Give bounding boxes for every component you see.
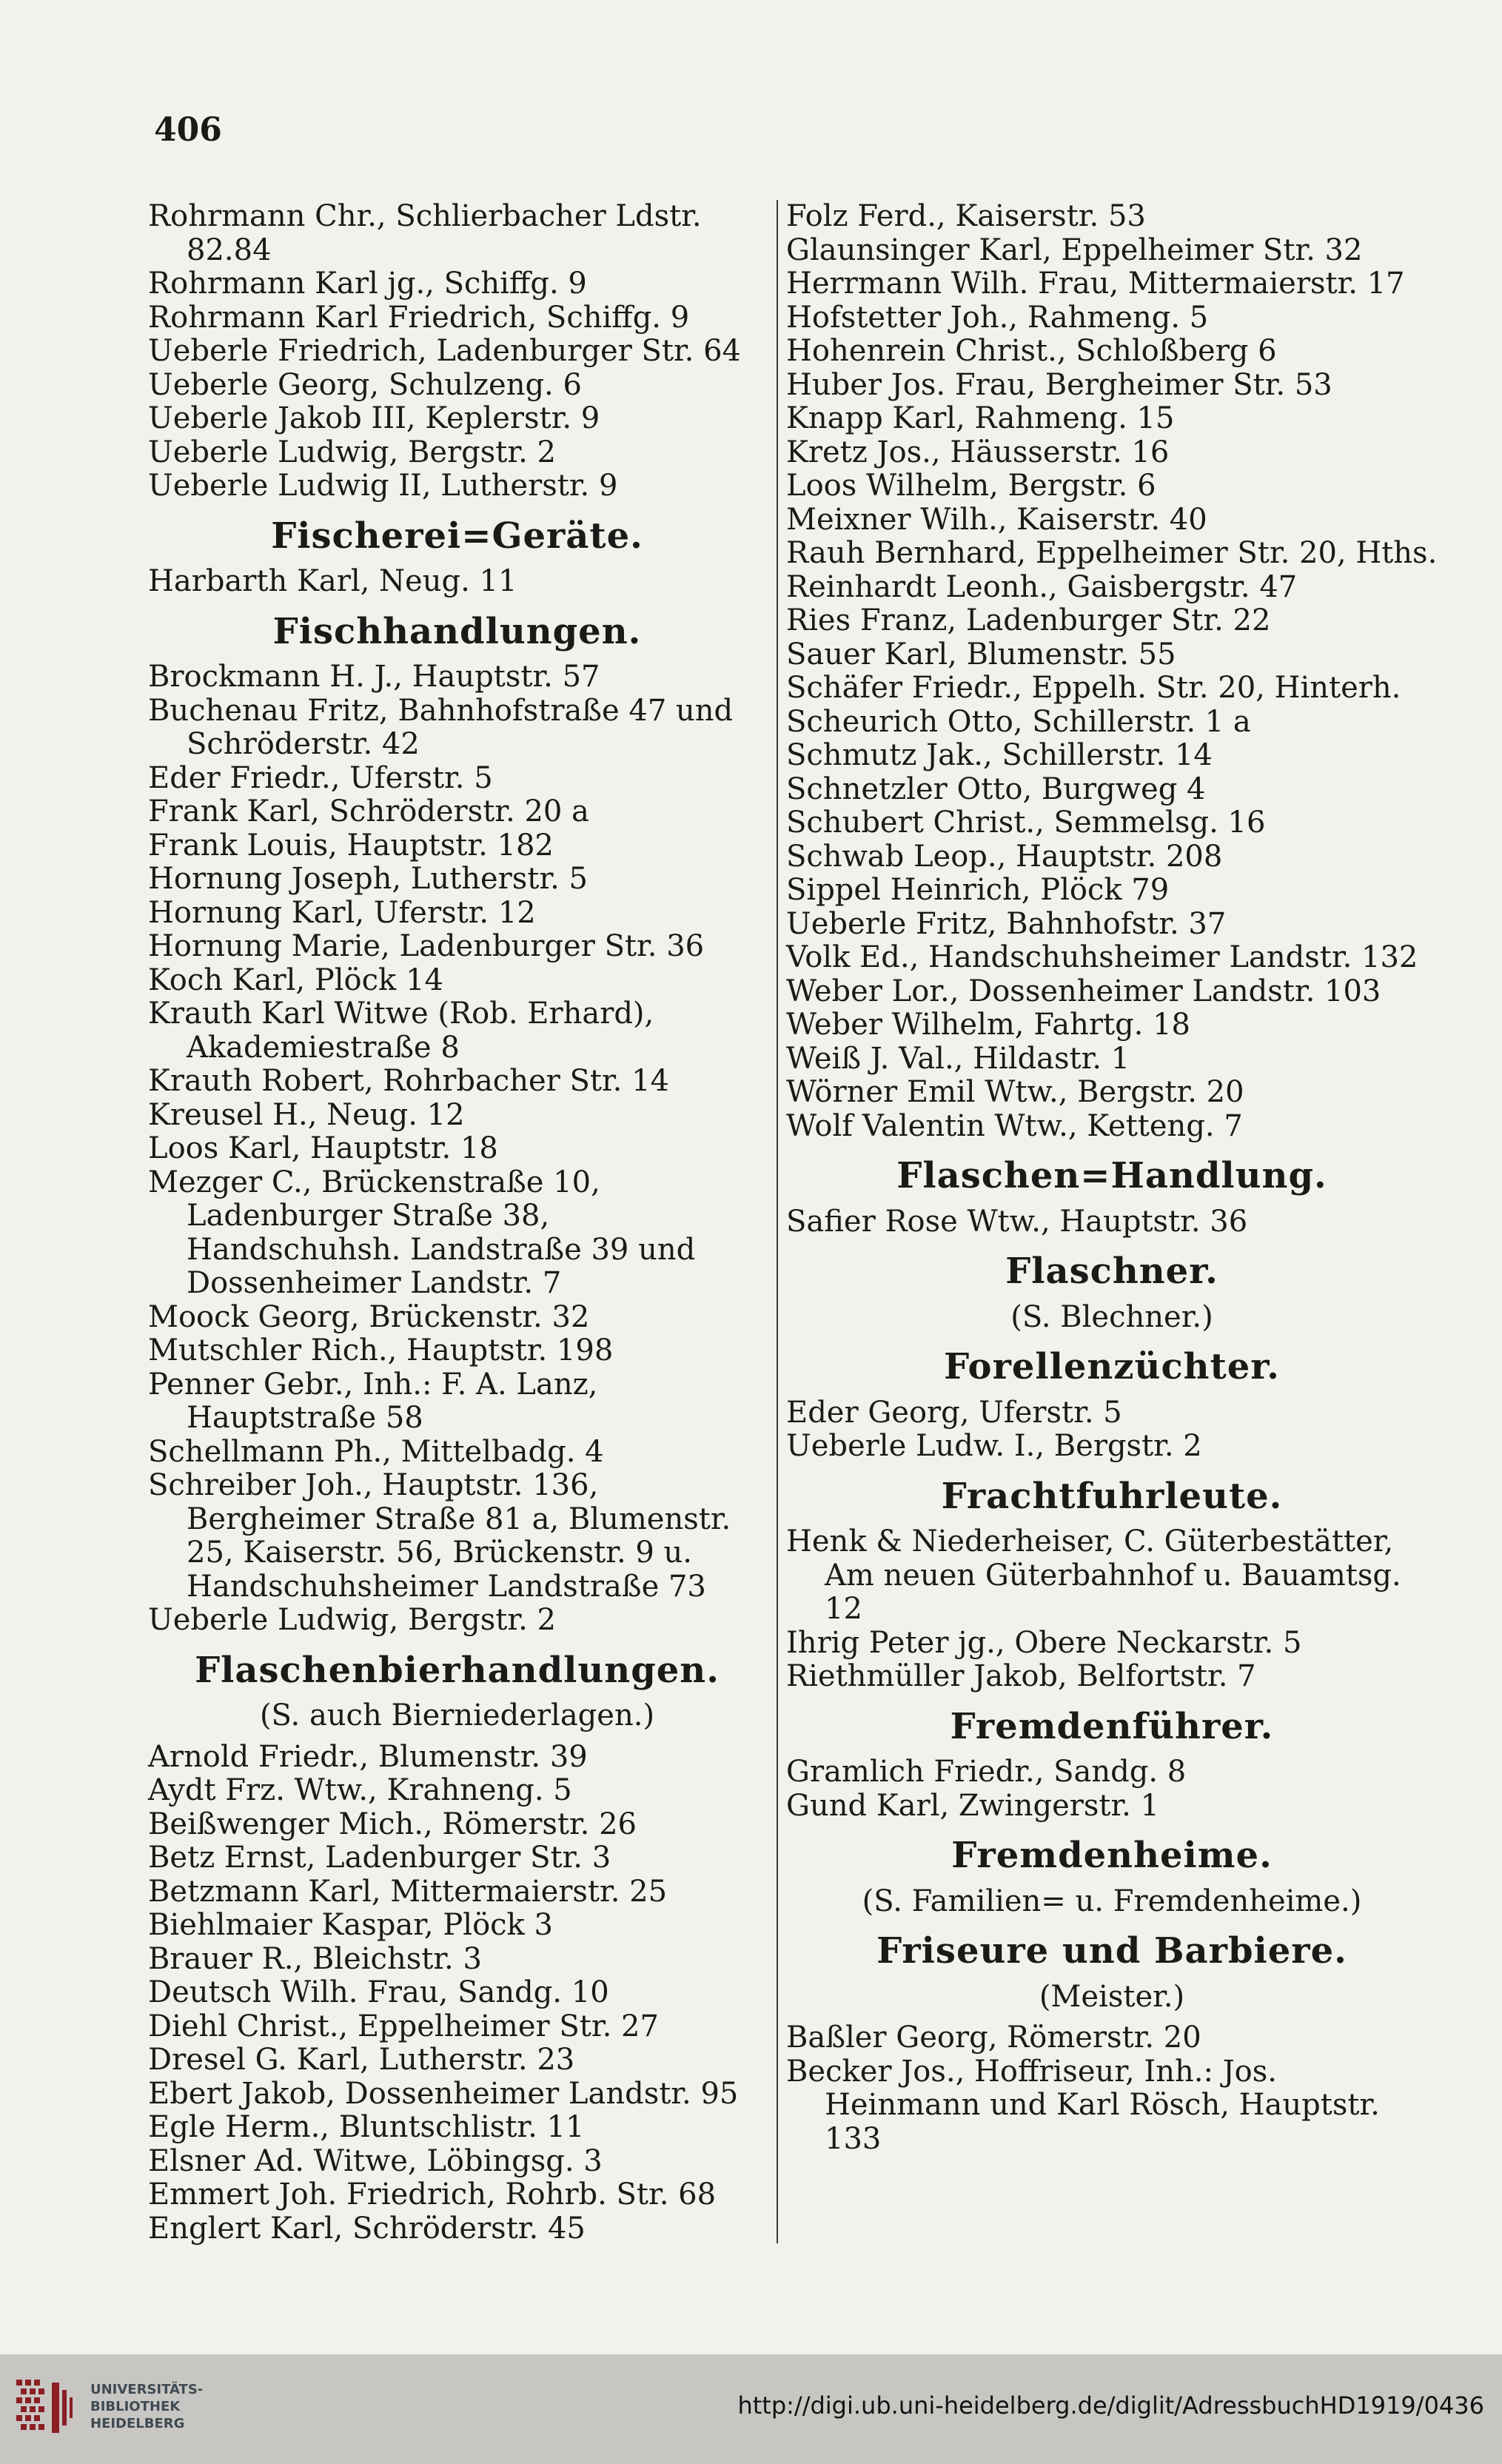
section-heading: Frachtfuhrleute. [941,1475,1283,1517]
directory-entry: Rohrmann Chr., Schlierbacher Ldstr. 82.84 [148,199,702,267]
source-url-link[interactable]: http://digi.ub.uni-heidelberg.de/diglit/AdressbuchHD1919/0436 [737,2391,1484,2420]
directory-entry: Dresel G. Karl, Lutherstr. 23 [148,2043,575,2077]
directory-entry: Biehlmaier Kaspar, Plöck 3 [148,1908,553,1942]
column-divider [777,200,778,2243]
directory-entry: Meixner Wilh., Kaiserstr. 40 [786,502,1207,537]
directory-entry: Baßler Georg, Römerstr. 20 [786,2021,1201,2055]
section-heading: Flaschen=Handlung. [896,1155,1327,1196]
directory-entry: Schwab Leop., Hauptstr. 208 [786,839,1223,874]
left-column [148,200,766,2246]
directory-entry: Wolf Valentin Wtw., Ketteng. 7 [786,1108,1243,1143]
directory-entry: Gramlich Friedr., Sandg. 8 [786,1755,1187,1789]
directory-entry: Loos Wilhelm, Bergstr. 6 [786,469,1156,503]
directory-entry: Krauth Robert, Rohrbacher Str. 14 [148,1064,670,1098]
directory-entry: Weber Lor., Dossenheimer Landstr. 103 [786,974,1381,1008]
viewer-footer [0,2354,1502,2464]
directory-entry: Schnetzler Otto, Burgweg 4 [786,771,1206,806]
library-name [90,2381,203,2432]
directory-entry: Egle Herm., Bluntschlistr. 11 [148,2110,585,2144]
section-heading: Flaschner. [1005,1251,1218,1292]
directory-entry: Ueberle Ludwig II, Lutherstr. 9 [148,469,618,503]
directory-entry: Volk Ed., Handschuhsheimer Landstr. 132 [786,940,1418,974]
directory-entry: Eder Georg, Uferstr. 5 [786,1395,1122,1430]
directory-entry: Rohrmann Karl jg., Schiffg. 9 [148,267,587,301]
directory-entry: Safier Rose Wtw., Hauptstr. 36 [786,1204,1248,1239]
directory-entry: Wörner Emil Wtw., Bergstr. 20 [786,1075,1244,1109]
directory-entry: Scheurich Otto, Schillerstr. 1 a [786,704,1251,739]
directory-entry: Beißwenger Mich., Römerstr. 26 [148,1807,637,1841]
directory-entry: Huber Jos. Frau, Bergheimer Str. 53 [786,367,1332,402]
directory-entry: Mezger C., Brückenstraße 10, Ladenburger Straße 38, Handschuhsh. Landstraße 39 und Dossenheimer Landstr. 7 [148,1165,696,1300]
section-heading: Forellenzüchter. [944,1346,1280,1387]
directory-entry: Herrmann Wilh. Frau, Mittermaierstr. 17 [786,267,1405,301]
directory-entry: Krauth Karl Witwe (Rob. Erhard), Akademiestraße 8 [148,997,654,1065]
directory-entry: Weiß J. Val., Hildastr. 1 [786,1041,1130,1076]
cross-reference-note: (Meister.) [1039,1979,1185,2014]
directory-entry: Hornung Karl, Uferstr. 12 [148,895,536,930]
section-heading: Flaschenbierhandlungen. [195,1649,720,1691]
directory-entry: Kretz Jos., Häusserstr. 16 [786,435,1170,469]
directory-entry: Folz Ferd., Kaiserstr. 53 [786,199,1146,233]
directory-entry: Schellmann Ph., Mittelbadg. 4 [148,1434,604,1469]
section-heading: Fischhandlungen. [272,610,642,652]
section-heading: Fischerei=Geräte. [271,515,643,557]
directory-entry: Frank Karl, Schröderstr. 20 a [148,794,589,828]
directory-entry: Emmert Joh. Friedrich, Rohrb. Str. 68 [148,2177,717,2212]
library-logo-icon [13,2375,78,2440]
section-heading: Friseure und Barbiere. [876,1930,1347,1972]
directory-entry: Sauer Karl, Blumenstr. 55 [786,637,1176,672]
directory-entry: Moock Georg, Brückenstr. 32 [148,1299,590,1334]
right-column [786,200,1438,2156]
directory-entry: Reinhardt Leonh., Gaisbergstr. 47 [786,569,1298,604]
library-name-line: HEIDELBERG [90,2416,185,2431]
directory-entry: Harbarth Karl, Neug. 11 [148,564,517,598]
page-number: 406 [154,111,222,149]
directory-entry: Deutsch Wilh. Frau, Sandg. 10 [148,1975,609,2009]
directory-entry: Glaunsinger Karl, Eppelheimer Str. 32 [786,232,1363,267]
directory-entry: Ebert Jakob, Dossenheimer Landstr. 95 [148,2076,739,2111]
directory-entry: Arnold Friedr., Blumenstr. 39 [148,1739,588,1774]
directory-entry: Hornung Marie, Ladenburger Str. 36 [148,929,705,963]
directory-entry: Brockmann H. J., Hauptstr. 57 [148,660,600,694]
section-heading: Fremdenführer. [950,1705,1274,1747]
cross-reference-note: (S. Blechner.) [1010,1299,1213,1334]
directory-entry: Schmutz Jak., Schillerstr. 14 [786,738,1213,772]
directory-entry: Ueberle Ludwig, Bergstr. 2 [148,1603,556,1637]
directory-entry: Weber Wilhelm, Fahrtg. 18 [786,1008,1190,1042]
directory-entry: Englert Karl, Schröderstr. 45 [148,2211,586,2246]
directory-entry: Ueberle Georg, Schulzeng. 6 [148,367,582,402]
directory-entry: Eder Friedr., Uferstr. 5 [148,760,493,795]
directory-entry: Riethmüller Jakob, Belfortstr. 7 [786,1659,1256,1693]
directory-entry: Hohenrein Christ., Schloßberg 6 [786,334,1277,368]
directory-entry: Betz Ernst, Ladenburger Str. 3 [148,1841,611,1875]
directory-entry: Knapp Karl, Rahmeng. 15 [786,401,1175,435]
directory-entry: Gund Karl, Zwingerstr. 1 [786,1788,1160,1823]
directory-entry: Hofstetter Joh., Rahmeng. 5 [786,300,1209,335]
directory-entry: Kreusel H., Neug. 12 [148,1097,465,1132]
directory-entry: Brauer R., Bleichstr. 3 [148,1941,482,1976]
directory-entry: Ueberle Ludw. I., Bergstr. 2 [786,1429,1202,1463]
directory-entry: Ueberle Jakob III, Keplerstr. 9 [148,401,600,435]
directory-entry: Becker Jos., Hoffriseur, Inh.: Jos. Heinmann und Karl Rösch, Hauptstr. 133 [786,2054,1380,2156]
directory-entry: Rohrmann Karl Friedrich, Schiffg. 9 [148,300,690,335]
directory-entry: Ihrig Peter jg., Obere Neckarstr. 5 [786,1625,1302,1660]
directory-entry: Schreiber Joh., Hauptstr. 136, Bergheimer Straße 81 a, Blumenstr. 25, Kaiserstr. 56, Brückenstr. 9 u. Handschuhsheimer Landstraße 73 [148,1468,731,1604]
directory-entry: Rauh Bernhard, Eppelheimer Str. 20, Hths. [786,536,1438,570]
cross-reference-note: (S. auch Bierniederlagen.) [259,1698,655,1732]
library-name-line: BIBLIOTHEK [90,2399,181,2414]
library-name-line: UNIVERSITÄTS- [90,2382,204,2397]
directory-entry: Ueberle Fritz, Bahnhofstr. 37 [786,906,1227,941]
directory-entry: Sippel Heinrich, Plöck 79 [786,873,1170,907]
directory-entry: Mutschler Rich., Hauptstr. 198 [148,1333,614,1367]
directory-entry: Ueberle Ludwig, Bergstr. 2 [148,435,556,469]
directory-entry: Hornung Joseph, Lutherstr. 5 [148,862,588,896]
directory-entry: Koch Karl, Plöck 14 [148,962,443,997]
directory-entry: Ueberle Friedrich, Ladenburger Str. 64 [148,334,741,368]
directory-entry: Ries Franz, Ladenburger Str. 22 [786,603,1271,637]
directory-entry: Elsner Ad. Witwe, Löbingsg. 3 [148,2143,603,2178]
directory-entry: Frank Louis, Hauptstr. 182 [148,828,554,863]
directory-entry: Buchenau Fritz, Bahnhofstraße 47 und Schröderstr. 42 [148,693,734,761]
directory-entry: Schäfer Friedr., Eppelh. Str. 20, Hinterh. [786,671,1401,705]
cross-reference-note: (S. Familien= u. Fremdenheime.) [862,1884,1362,1918]
directory-entry: Schubert Christ., Semmelsg. 16 [786,806,1266,840]
directory-entry: Betzmann Karl, Mittermaierstr. 25 [148,1874,668,1909]
directory-entry: Loos Karl, Hauptstr. 18 [148,1131,498,1165]
directory-entry: Henk & Niederheiser, C. Güterbestätter, Am neuen Güterbahnhof u. Bauamtsg. 12 [786,1524,1401,1626]
directory-entry: Diehl Christ., Eppelheimer Str. 27 [148,2009,659,2043]
section-heading: Fremdenheime. [951,1835,1273,1876]
directory-entry: Penner Gebr., Inh.: F. A. Lanz, Hauptstraße 58 [148,1367,598,1435]
directory-entry: Aydt Frz. Wtw., Krahneng. 5 [148,1773,572,1807]
